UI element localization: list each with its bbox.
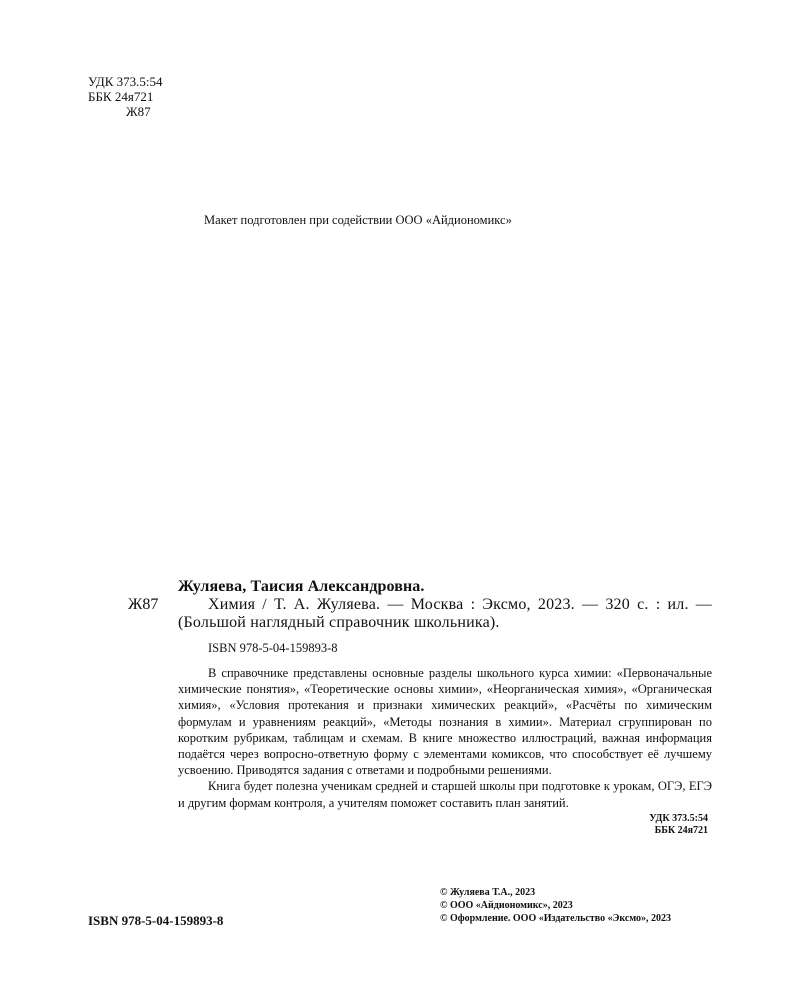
catalog-codes-right bbox=[178, 813, 712, 837]
bbk-code: ББК 24я721 bbox=[654, 824, 708, 836]
prepared-note: Макет подготовлен при содействии ООО «Айдиономикс» bbox=[204, 213, 512, 227]
copyright-line: © ООО «Айдиономикс», 2023 bbox=[440, 900, 573, 911]
record-isbn: ISBN 978-5-04-159893-8 bbox=[208, 641, 338, 655]
copyright-line: © Жуляева Т.А., 2023 bbox=[440, 887, 536, 898]
annotation-paragraph: Книга будет полезна ученикам средней и старшей школы при подготовке к урокам, ОГЭ, ЕГЭ и другим формам контроля, а учителям поможет составить план занятий. bbox=[178, 779, 712, 810]
annotation bbox=[178, 665, 712, 811]
copyright-line: © Оформление. ООО «Издательство «Эксмо», 2023 bbox=[440, 913, 671, 924]
record-author-mark: Ж87 bbox=[128, 596, 159, 613]
udk-code: УДК 373.5:54 bbox=[88, 74, 163, 89]
title-statement: Химия / Т. А. Жуляева. — Москва : Эксмо, 2023. — 320 с. : ил. — (Большой наглядный справочник школьника). bbox=[178, 596, 712, 631]
annotation-paragraph: В справочнике представлены основные разделы школьного курса химии: «Первоначальные химические понятия», «Теоретические основы химии», «Неорганическая химия», «Органическая химия», «Условия протекания и признаки химических реакций», «Расчёты по химическим формулам и уравнениям реакций», «Методы познания в химии». Материал сгруппирован по коротким рубрикам, таблицам и схемам. В книге множество иллюстраций, важная информация подаётся через вопросно-ответную форму с элементами комиксов, что способствует её лучшему усвоению. Приводятся задания с ответами и подробными решениями. bbox=[178, 666, 712, 778]
catalog-codes-top bbox=[88, 74, 163, 119]
bbk-code: ББК 24я721 bbox=[88, 89, 154, 104]
author-mark: Ж87 bbox=[126, 104, 151, 119]
bibliographic-record bbox=[178, 578, 712, 837]
copyright-block bbox=[440, 886, 671, 925]
udk-code: УДК 373.5:54 bbox=[649, 812, 708, 824]
author-heading: Жуляева, Таисия Александровна. bbox=[178, 578, 425, 595]
isbn-bottom: ISBN 978-5-04-159893-8 bbox=[88, 913, 224, 928]
